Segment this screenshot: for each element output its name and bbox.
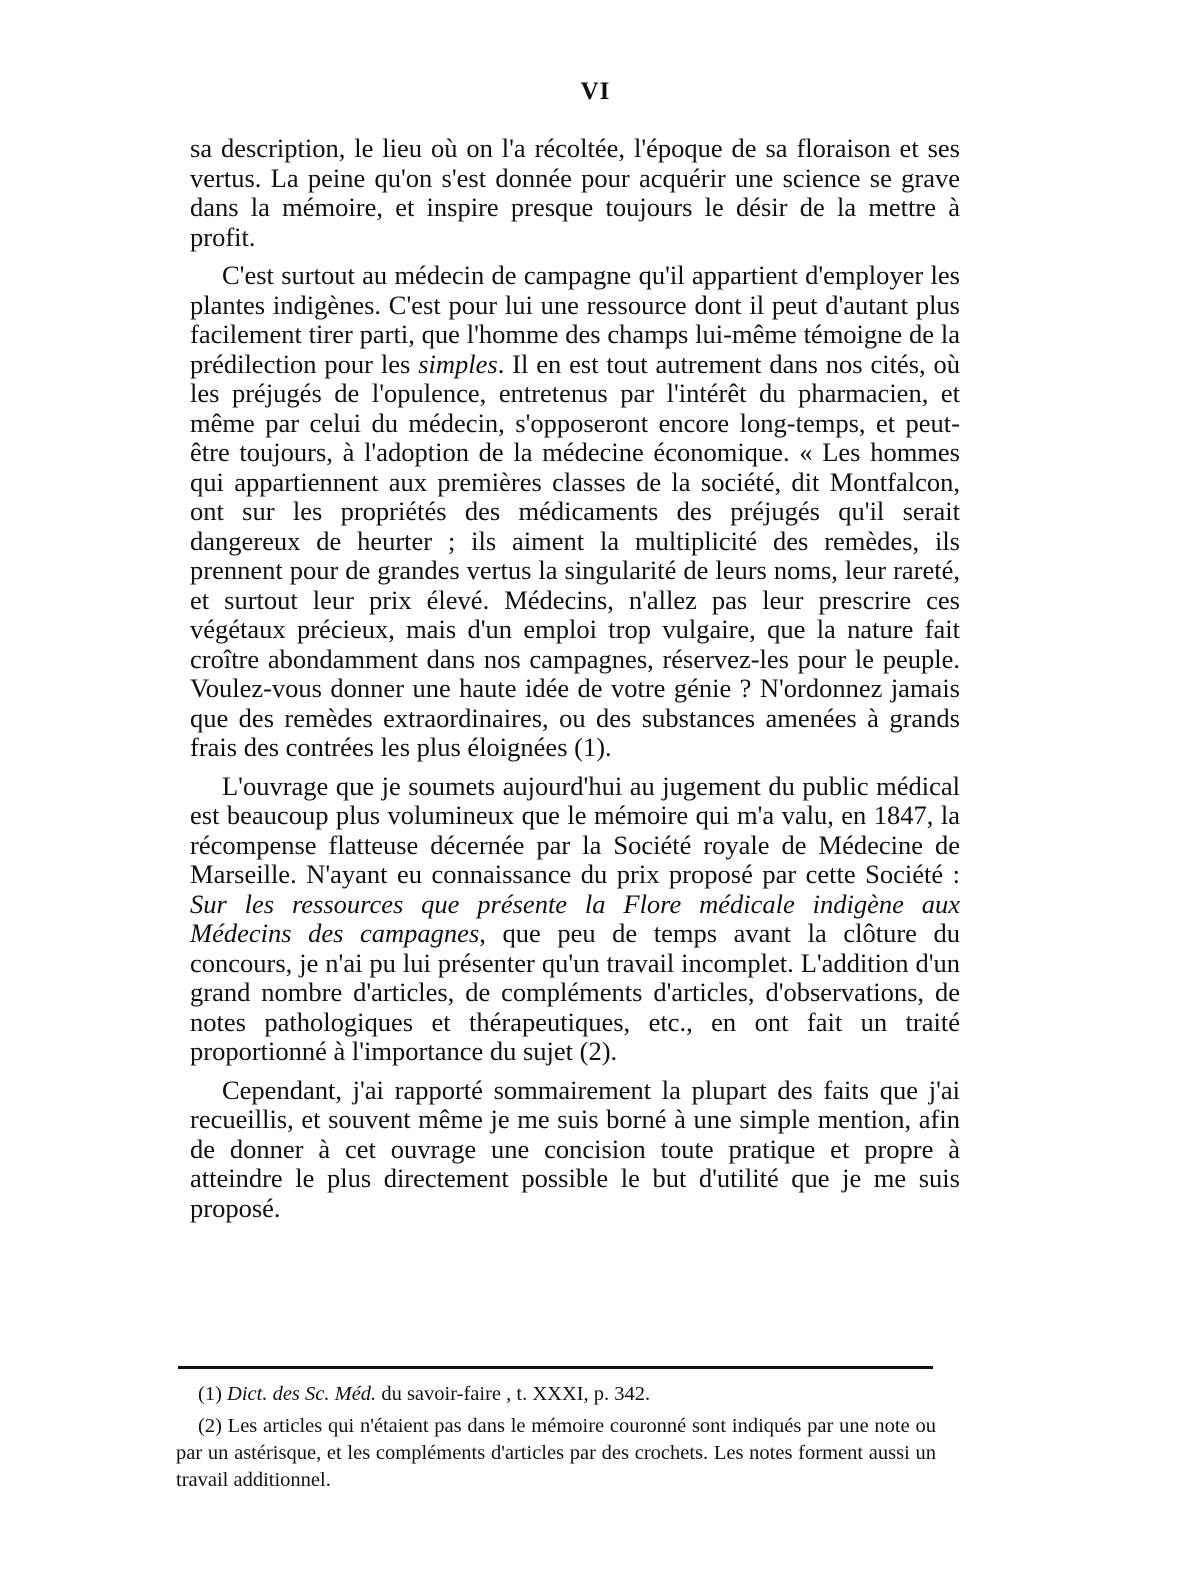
page-number: VI [580, 78, 611, 105]
paragraph-3 [190, 772, 960, 1067]
body-text [190, 134, 960, 1232]
paragraph-2-run: . Il en est tout autrement dans nos cités, où les préjugés de l'opulence, entretenus par l'intérêt du pharmacien, et même par celui du médecin, s'opposeront encore long-temps, et peut-être toujours, à l'adoption de la médecine économique. « Les hommes qui appartiennent aux premières classes de la société, dit Montfalcon, ont sur les propriétés des médicaments des préjugés qu'il serait dangereux de heurter ; ils aiment la multiplicité des remèdes, ils prennent pour de grandes vertus la singularité de leurs noms, leur rareté, et surtout leur prix élevé. Médecins, n'allez pas leur prescrire ces végétaux précieux, mais d'un emploi trop vulgaire, que la nature fait croître abondamment dans nos campagnes, réservez-les pour le peuple. Voulez-vous donner une haute idée de votre génie ? N'ordonnez jamais que des remèdes extraordinaires, ou des substances amenées à grands frais des contrées les plus éloignées (1). [190, 348, 961, 762]
paragraph-4-run: Cependant, j'ai rapporté sommairement la plupart des faits que j'ai recueillis, et souvent même je me suis borné à une simple mention, afin de donner à cet ouvrage une concision toute pratique et propre à atteindre le plus directement possible le but d'utilité que je me suis proposé. [190, 1074, 960, 1223]
footnote-divider [178, 1366, 933, 1369]
paragraph-3-run: , que peu de temps avant la clôture du concours, je n'ai pu lui présenter qu'un travail incomplet. L'addition d'un grand nombre d'articles, de compléments d'articles, d'observations, de notes pathologiques et thérapeutiques, etc., en ont fait un traité proportionné à l'importance du sujet (2). [190, 918, 960, 1066]
paragraph-3-run: L'ouvrage que je soumets aujourd'hui au jugement du public médical est beaucoup plus volumineux que le mémoire qui m'a valu, en 1847, la récompense flatteuse décernée par la Société royale de Médecine de Marseille. N'ayant eu connaissance du prix proposé par cette Société : [190, 770, 960, 889]
paragraph-2 [190, 261, 960, 763]
footnote-1-run: du savoir-faire , t. XXXI, p. 342. [376, 1383, 651, 1405]
footnote-1 [176, 1381, 936, 1408]
paragraph-2-run: simples [418, 348, 498, 379]
paragraph-2-run: C'est surtout au médecin de campagne qu'il appartient d'employer les plantes indigènes. C'est pour lui une ressource dont il peut d'autant plus facilement tirer parti, que l'homme des champs lui-même témoigne de la prédilection pour les [190, 260, 960, 379]
paragraph-1 [190, 134, 960, 252]
footnote-1-run: Dict. des Sc. Méd. [227, 1383, 377, 1405]
paragraph-4 [190, 1076, 960, 1224]
paragraph-1-run: sa description, le lieu où on l'a récoltée, l'époque de sa floraison et ses vertus. La peine qu'on s'est donnée pour acquérir une science se grave dans la mémoire, et inspire presque toujours le désir de la mettre à profit. [190, 133, 960, 252]
paragraph-3-run: Sur les ressources que présente la Flore médicale indigène aux Médecins des campagnes [190, 888, 960, 948]
footnote-2-run: (2) Les articles qui n'étaient pas dans le mémoire couronné sont indiqués par une note ou par un astérisque, et les compléments d'articles par des crochets. Les notes forment aussi un travail additionnel. [176, 1415, 936, 1491]
footnote-2 [176, 1413, 936, 1494]
footnotes [176, 1381, 936, 1499]
footnote-1-run: (1) [198, 1383, 228, 1405]
